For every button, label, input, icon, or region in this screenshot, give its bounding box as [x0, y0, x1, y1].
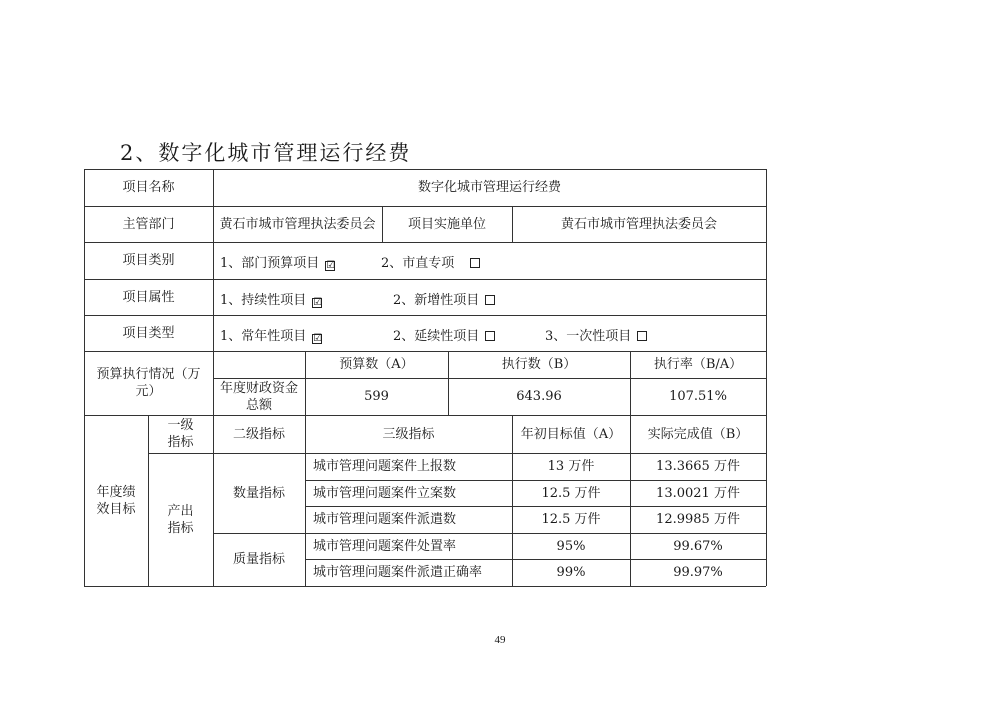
budget-value-rate: 107.51%: [669, 389, 727, 404]
department-label: 主管部门: [122, 216, 175, 232]
type-option-3-text: 3、一次性项目: [545, 329, 632, 344]
category-option-1: [220, 252, 335, 271]
level2-quality: 质量指标: [232, 552, 285, 567]
project-name-label: 项目名称: [122, 180, 175, 195]
indicator-name: 城市管理问题案件上报数: [313, 459, 457, 474]
checkbox-empty-icon: [485, 331, 495, 341]
checkbox-checked-icon: ☑: [313, 333, 323, 344]
budget-col-a: 预算数（A）: [339, 357, 414, 372]
type-option-1: [220, 325, 322, 344]
header-level1: 一级指标: [167, 418, 194, 450]
indicator-actual: 13.3665 万件: [656, 459, 740, 474]
type-option-2: [393, 325, 495, 344]
page-number: 49: [494, 634, 506, 646]
department-value: 黄石市城市管理执法委员会: [219, 216, 376, 232]
attribute-option-1: [220, 289, 322, 308]
indicator-name: 城市管理问题案件派遣正确率: [313, 565, 483, 580]
header-actual: 实际完成值（B）: [647, 426, 749, 442]
checkbox-empty-icon: [485, 295, 495, 305]
category-option-2: [381, 252, 480, 271]
indicator-name: 城市管理问题案件处置率: [313, 538, 457, 554]
indicator-actual: 99.97%: [673, 565, 723, 580]
indicator-target: 95%: [556, 538, 586, 554]
indicator-target: 13 万件: [547, 459, 595, 474]
category-label: 项目类别: [122, 253, 175, 268]
header-target: 年初目标值（A）: [520, 426, 622, 442]
budget-col-rate: 执行率（B/A）: [653, 357, 743, 372]
section-heading: 2、数字化城市管理运行经费: [120, 141, 412, 165]
type-label: 项目类型: [122, 325, 175, 341]
category-option-1-text: 1、部门预算项目: [220, 256, 320, 271]
performance-label: 年度绩效目标: [96, 484, 136, 517]
attribute-option-2-text: 2、新增性项目: [393, 293, 480, 308]
implementing-unit-value: 黄石市城市管理执法委员会: [560, 216, 717, 232]
budget-col-b: 执行数（B）: [501, 357, 577, 372]
type-option-3: [545, 325, 647, 344]
attribute-option-2: [393, 289, 495, 308]
type-option-2-text: 2、延续性项目: [393, 329, 480, 344]
attribute-option-1-text: 1、持续性项目: [220, 293, 307, 308]
indicator-name: 城市管理问题案件派遣数: [313, 512, 457, 527]
budget-value-b: 643.96: [516, 389, 562, 404]
header-level3: 三级指标: [382, 426, 435, 442]
header-level2: 二级指标: [232, 426, 285, 442]
checkbox-empty-icon: [470, 258, 480, 268]
checkbox-checked-icon: ☑: [313, 297, 323, 308]
indicator-target: 12.5 万件: [541, 485, 601, 501]
indicator-target: 99%: [556, 565, 586, 580]
checkbox-empty-icon: [637, 331, 647, 341]
budget-label: 预算执行情况（万元）: [96, 367, 201, 399]
budget-value-a: 599: [364, 389, 389, 404]
indicator-actual: 12.9985 万件: [656, 512, 740, 527]
indicator-actual: 13.0021 万件: [656, 485, 740, 501]
category-option-2-text: 2、市直专项: [381, 256, 455, 271]
budget-row-label: 年度财政资金总额: [219, 380, 298, 413]
checkbox-checked-icon: ☑: [326, 260, 336, 271]
level2-quantity: 数量指标: [232, 485, 285, 501]
implementing-unit-label: 项目实施单位: [407, 216, 486, 232]
indicator-target: 12.5 万件: [541, 512, 601, 527]
type-option-1-text: 1、常年性项目: [220, 329, 307, 344]
level1-output: 产出指标: [167, 503, 194, 536]
indicator-actual: 99.67%: [673, 538, 723, 554]
project-name-value: 数字化城市管理运行经费: [417, 180, 561, 195]
attribute-label: 项目属性: [122, 289, 175, 305]
indicator-name: 城市管理问题案件立案数: [313, 485, 457, 501]
